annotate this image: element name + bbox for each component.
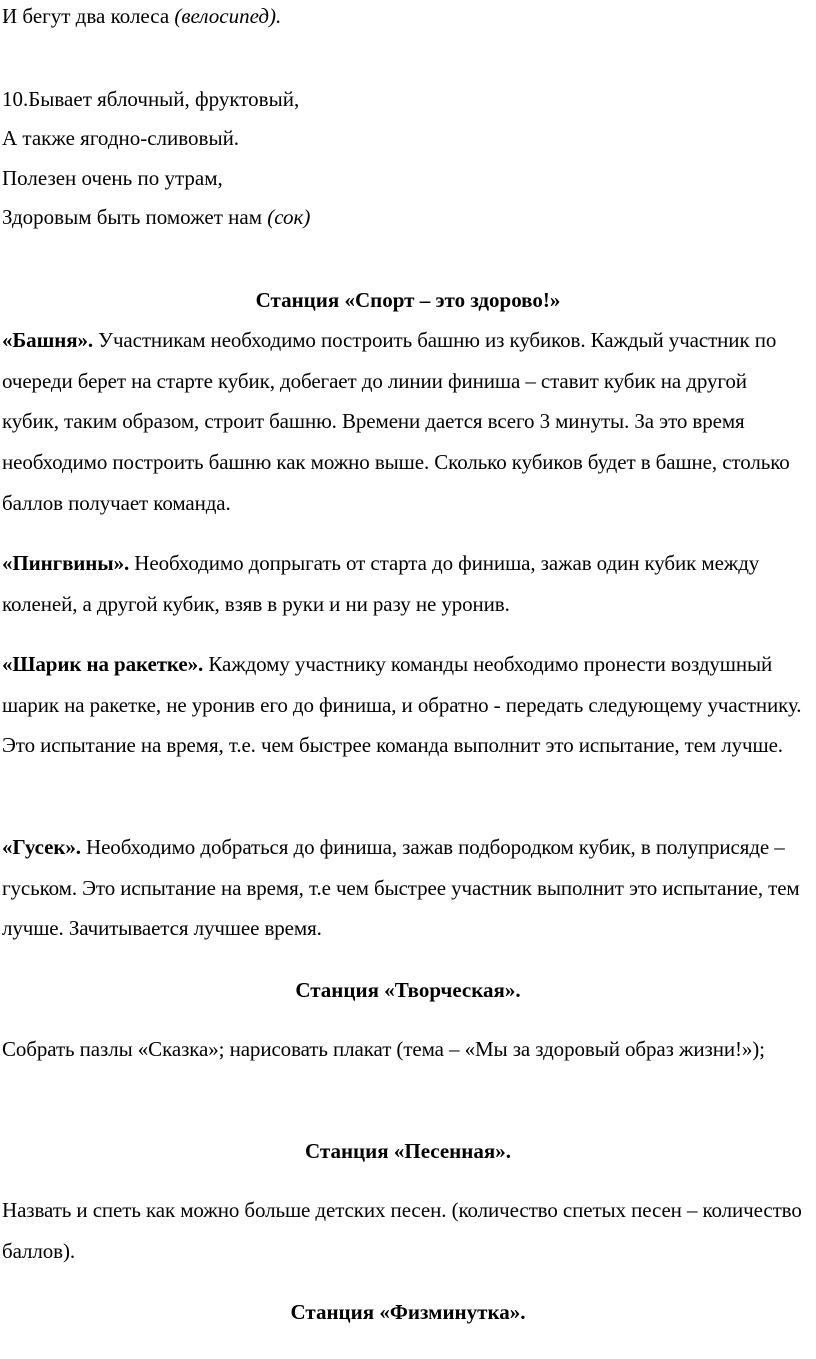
riddle-end-answer: (велосипед). (174, 4, 282, 28)
riddle-10-line-3: Полезен очень по утрам, (2, 166, 223, 190)
game-sharik-name: «Шарик на ракетке». (2, 652, 204, 676)
station-creative-title: Станция «Творческая». (295, 978, 521, 1002)
game-pingviny-text: Необходимо допрыгать от старта до финиша, зажав один кубик между коленей, а другой кубик, взяв в руки и ни разу не уронив. (2, 551, 760, 616)
game-bashnya-name: «Башня». (2, 328, 94, 352)
riddle-end-line (2, 3, 281, 29)
game-gusek-name: «Гусек». (2, 835, 81, 859)
game-pingviny (2, 543, 802, 624)
game-bashnya (2, 320, 802, 524)
game-sharik-text: Каждому участнику команды необходимо пронести воздушный шарик на ракетке, не уронив его до финиша, и обратно - передать следующему участнику. Это испытание на время, т.е. чем быстрее команда выполнит это испытание, тем лучше. (2, 652, 802, 758)
riddle-10-line-4 (2, 204, 310, 230)
station-song-text: Назвать и спеть как можно больше детских песен. (количество спетых песен – количество баллов). (2, 1198, 802, 1263)
riddle-10-text: Здоровым быть поможет нам (2, 205, 268, 229)
game-bashnya-text: Участникам необходимо построить башню из кубиков. Каждый участник по очереди берет на старте кубик, добегает до линии финиша – ставит кубик на другой кубик, таким образом, строит башню. Времени дается всего 3 минуты. За это время необходимо построить башню как можно выше. Сколько кубиков будет в башне, столько баллов получает команда. (2, 328, 790, 515)
riddle-end-text: И бегут два колеса (2, 4, 175, 28)
station-sport-title: Станция «Спорт – это здорово!» (255, 288, 561, 312)
riddle-10-line-1: 10.Бывает яблочный, фруктовый, (2, 87, 300, 111)
game-pingviny-name: «Пингвины». (2, 551, 130, 575)
station-creative-text: Собрать пазлы «Сказка»; нарисовать плакат (тема – «Мы за здоровый образ жизни!»); (2, 1037, 765, 1061)
station-song-title: Станция «Песенная». (305, 1139, 511, 1163)
game-sharik (2, 644, 802, 766)
riddle-10-line-2: А также ягодно-сливовый. (2, 126, 240, 150)
station-fizminutka-title: Станция «Физминутка». (290, 1300, 526, 1324)
riddle-10-answer: (сок) (267, 205, 311, 229)
game-gusek (2, 827, 802, 949)
game-gusek-text: Необходимо добраться до финиша, зажав подбородком кубик, в полуприсяде – гуськом. Это испытание на время, т.е чем быстрее участник выполнит это испытание, тем лучше. Зачитывается лучшее время. (2, 835, 800, 941)
